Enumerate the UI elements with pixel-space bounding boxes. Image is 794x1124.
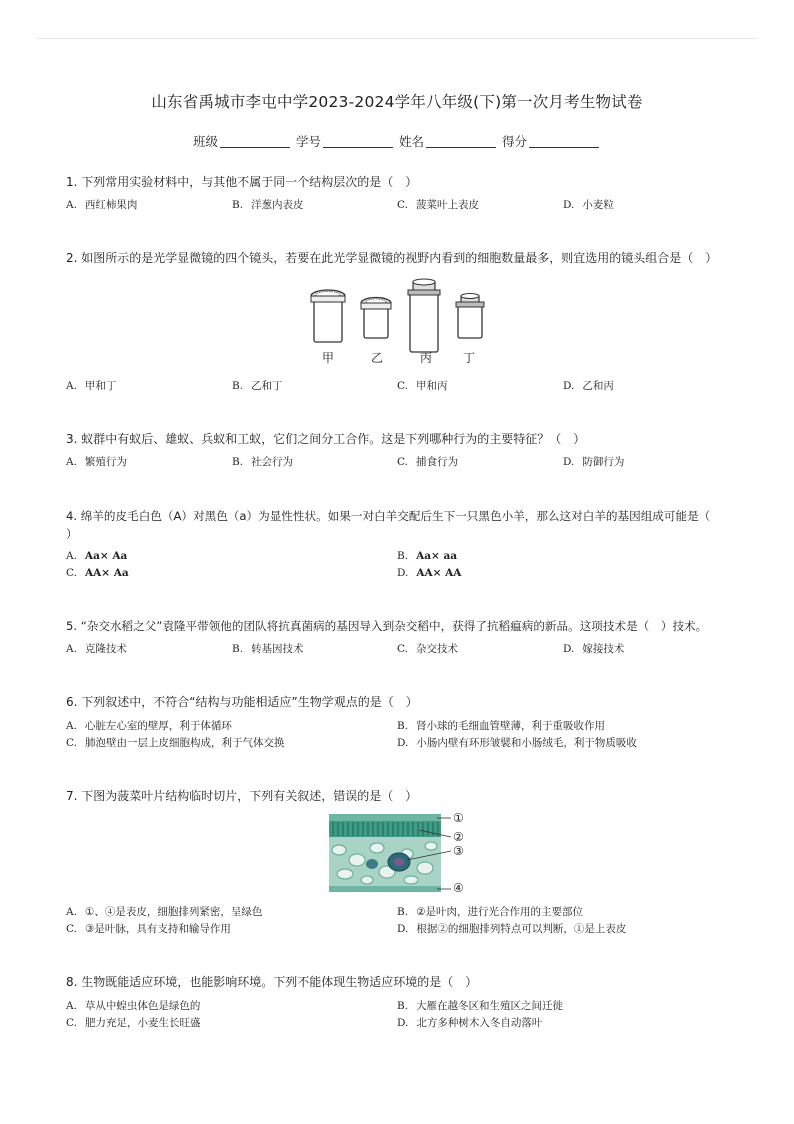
leaf-label-4: ④ bbox=[453, 881, 464, 895]
name-blank[interactable] bbox=[426, 135, 496, 148]
lens-bing bbox=[408, 279, 440, 352]
option-c[interactable]: C. ③是叶脉，具有支持和输导作用 bbox=[66, 923, 231, 935]
score-blank[interactable] bbox=[529, 135, 599, 148]
question-2-stem: 2. 如图所示的是光学显微镜的四个镜头，若要在此光学显微镜的视野内看到的细胞数量最多，则宜选用的镜头组合是（ ） bbox=[66, 251, 718, 265]
option-c[interactable]: C. 菠菜叶上表皮 bbox=[397, 199, 479, 211]
question-1-stem: 1. 下列常用实验材料中，与其他不属于同一个结构层次的是（ ） bbox=[66, 175, 418, 189]
header-divider bbox=[36, 38, 758, 39]
id-label: 学号 bbox=[295, 134, 321, 149]
class-blank[interactable] bbox=[220, 135, 290, 148]
option-d[interactable]: D. 嫁接技术 bbox=[563, 643, 625, 655]
leaf-label-2: ② bbox=[453, 830, 464, 844]
student-info-line bbox=[0, 132, 794, 150]
option-a[interactable]: A. 草从中蝗虫体色是绿色的 bbox=[66, 1000, 201, 1012]
question-6-stem: 6. 下列叙述中，不符合“结构与功能相适应”生物学观点的是（ ） bbox=[66, 695, 418, 709]
option-c[interactable]: C. 甲和丙 bbox=[397, 380, 448, 392]
question-7-stem: 7. 下图为菠菜叶片结构临时切片，下列有关叙述，错误的是（ ） bbox=[66, 789, 418, 803]
option-a[interactable]: A. 心脏左心室的壁厚，利于体循环 bbox=[66, 720, 232, 732]
option-d[interactable]: D. 北方多种树木入冬自动落叶 bbox=[397, 1017, 543, 1029]
option-c[interactable]: C. 捕食行为 bbox=[397, 456, 458, 468]
question-5-stem: 5. “杂交水稻之父”袁隆平带领他的团队将抗真菌病的基因导入到杂交稻中，获得了抗稻瘟病的新品。这项技术是（ ）技术。 bbox=[66, 619, 708, 633]
option-c[interactable]: C. 肥力充足，小麦生长旺盛 bbox=[66, 1017, 201, 1029]
lens-label-ding: 丁 bbox=[463, 351, 476, 365]
leaf-label-3: ③ bbox=[453, 844, 464, 858]
question-4-stem-line1: 4. 绵羊的皮毛白色（A）对黑色（a）为显性性状。如果一对白羊交配后生下一只黑色小羊，那么这对白羊的基因组成可能是（ bbox=[66, 509, 711, 523]
lens-label-yi: 乙 bbox=[371, 351, 384, 365]
lens-label-jia: 甲 bbox=[322, 351, 335, 365]
question-8-stem: 8. 生物既能适应环境，也能影响环境。下列不能体现生物适应环境的是（ ） bbox=[66, 975, 478, 989]
option-a[interactable]: A. 西红柿果肉 bbox=[66, 199, 138, 211]
option-b[interactable]: B. 乙和丁 bbox=[232, 380, 283, 392]
option-d[interactable]: D. 小肠内壁有环形皱襞和小肠绒毛，利于物质吸收 bbox=[397, 737, 637, 749]
option-b[interactable]: B. ②是叶肉，进行光合作用的主要部位 bbox=[397, 906, 583, 918]
option-b[interactable]: B. 大雁在越冬区和生殖区之间迁徙 bbox=[397, 1000, 564, 1012]
class-label: 班级 bbox=[192, 134, 218, 149]
option-b[interactable]: B. 社会行为 bbox=[232, 456, 294, 468]
option-d[interactable]: D. 根据②的细胞排列特点可以判断，①是上表皮 bbox=[397, 923, 627, 935]
option-d[interactable]: D. 防御行为 bbox=[563, 456, 625, 468]
leaf-cross-section-figure bbox=[327, 810, 472, 896]
option-c[interactable]: C. 杂交技术 bbox=[397, 643, 458, 655]
id-blank[interactable] bbox=[323, 135, 393, 148]
option-a[interactable]: A. ①、④是表皮，细胞排列紧密，呈绿色 bbox=[66, 906, 263, 918]
option-b[interactable]: B. 转基因技术 bbox=[232, 643, 304, 655]
option-a[interactable]: A. Aa× Aa bbox=[66, 550, 128, 562]
lens-yi bbox=[361, 298, 391, 339]
option-d[interactable]: D. 乙和丙 bbox=[563, 380, 614, 392]
question-4-stem-line2: ） bbox=[66, 527, 78, 541]
option-a[interactable]: A. 克隆技术 bbox=[66, 643, 127, 655]
lens-label-bing: 丙 bbox=[420, 351, 433, 365]
option-a[interactable]: A. 繁殖行为 bbox=[66, 456, 127, 468]
option-b[interactable]: B. 洋葱内表皮 bbox=[232, 199, 304, 211]
option-b[interactable]: B. 肾小球的毛细血管壁薄，利于重吸收作用 bbox=[397, 720, 606, 732]
name-label: 姓名 bbox=[398, 134, 424, 149]
option-b[interactable]: B. Aa× aa bbox=[397, 550, 458, 562]
question-3-stem: 3. 蚁群中有蚁后、雄蚁、兵蚁和工蚁，它们之间分工合作。这是下列哪种行为的主要特征？（ ） bbox=[66, 432, 586, 446]
score-label: 得分 bbox=[501, 134, 527, 149]
page-title: 山东省禹城市李屯中学2023-2024学年八年级(下)第一次月考生物试卷 bbox=[151, 93, 643, 111]
lens-jia bbox=[311, 290, 345, 342]
question-4-stem bbox=[66, 507, 746, 543]
lens-ding bbox=[456, 294, 484, 339]
option-c[interactable]: C. 肺泡壁由一层上皮细胞构成，利于气体交换 bbox=[66, 737, 285, 749]
option-a[interactable]: A. 甲和丁 bbox=[66, 380, 117, 392]
option-d[interactable]: D. AA× AA bbox=[397, 567, 462, 579]
option-c[interactable]: C. AA× Aa bbox=[66, 567, 129, 579]
option-d[interactable]: D. 小麦粒 bbox=[563, 199, 614, 211]
leaf-label-1: ① bbox=[453, 811, 464, 825]
